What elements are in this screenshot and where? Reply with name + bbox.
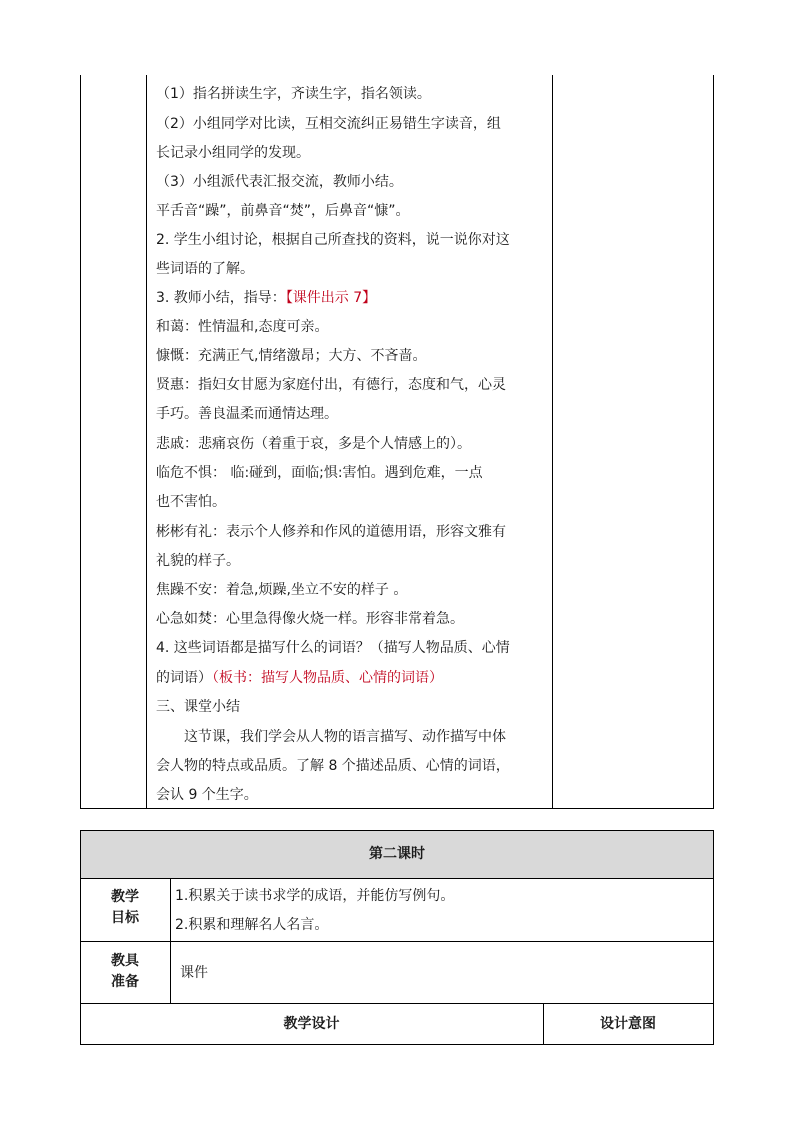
goal-item: 2.积累和理解名人名言。: [175, 917, 329, 933]
text-line: 焦躁不安：着急,烦躁,坐立不安的样子 。: [156, 582, 408, 598]
goal-label: [80, 887, 170, 929]
section-heading: 三、课堂小结: [156, 699, 240, 715]
text-line: 也不害怕。: [156, 494, 226, 510]
row-divider-1: [80, 878, 714, 879]
text-line: 平舌音“躁”，前鼻音“焚”，后鼻音“慷”。: [156, 203, 410, 219]
text-line: 长记录小组同学的发现。: [156, 145, 310, 161]
goal-item: 1.积累关于读书求学的成语，并能仿写例句。: [175, 888, 455, 904]
text-line: 贤惠：指妇女甘愿为家庭付出，有德行，态度和气，心灵: [156, 377, 506, 393]
text-line: 手巧。善良温柔而通情达理。: [156, 406, 338, 422]
text-line: 彬彬有礼：表示个人修养和作风的道德用语，形容文雅有: [156, 524, 506, 540]
prep-label: [80, 951, 170, 993]
text-line: （2）小组同学对比读，互相交流纠正易错生字读音，组: [156, 116, 501, 132]
lesson-title: 第二课时: [369, 846, 425, 862]
board-note: （板书：描写人物品质、心情的词语）: [212, 670, 443, 686]
text-line: [156, 669, 443, 687]
text-line: 会人物的特点或品质。了解 8 个描述品质、心情的词语，: [156, 758, 510, 774]
slide-cue: 【课件出示 7】: [285, 290, 377, 306]
text-line: [156, 289, 376, 307]
upper-left-border: [80, 75, 81, 809]
prep-value: 课件: [180, 965, 208, 981]
goal-label-line1: 教学: [111, 889, 139, 905]
upper-right-border: [713, 75, 714, 809]
text-line: 2. 学生小组讨论，根据自己所查找的资料，说一说你对这: [156, 232, 510, 248]
goal-label-line2: 目标: [111, 910, 139, 926]
text-line: 悲戚：悲痛哀伤（着重于哀，多是个人情感上的）。: [156, 436, 471, 452]
text-line: （3）小组派代表汇报交流，教师小结。: [156, 174, 403, 190]
prep-label-line1: 教具: [111, 953, 139, 969]
text-line: 这节课，我们学会从人物的语言描写、动作描写中体: [184, 729, 506, 745]
row-divider-2: [80, 941, 714, 942]
upper-bottom-border: [80, 808, 714, 809]
upper-col-divider-1: [146, 75, 147, 809]
text-line: 慷慨：充满正气,情绪激昂；大方、不吝啬。: [156, 348, 427, 364]
design-header: 教学设计: [283, 1016, 340, 1032]
table-top-border: [80, 830, 714, 831]
text-line: 礼貌的样子。: [156, 553, 240, 569]
text-line: 和蔼：性情温和,态度可亲。: [156, 319, 329, 335]
label-col-divider: [170, 878, 171, 1004]
text-line: 4. 这些词语都是描写什么的词语？（描写人物品质、心情: [156, 640, 510, 656]
table-bottom-border: [80, 1044, 714, 1045]
text-line: 临危不惧： 临:碰到，面临;惧:害怕。遇到危难，一点: [156, 465, 483, 481]
text-line: 心急如焚：心里急得像火烧一样。形容非常着急。: [156, 611, 464, 627]
instruction-text: 3. 教师小结，指导：: [156, 290, 286, 306]
text-line: 些词语的了解。: [156, 261, 254, 277]
row-divider-3: [80, 1003, 714, 1004]
answer-text: 的词语）: [156, 670, 212, 686]
upper-col-divider-2: [552, 75, 553, 809]
text-line: （1）指名拼读生字，齐读生字，指名领读。: [156, 86, 431, 102]
prep-label-line2: 准备: [111, 974, 139, 990]
text-line: 会认 9 个生字。: [156, 787, 258, 803]
intent-header: 设计意图: [600, 1016, 656, 1032]
